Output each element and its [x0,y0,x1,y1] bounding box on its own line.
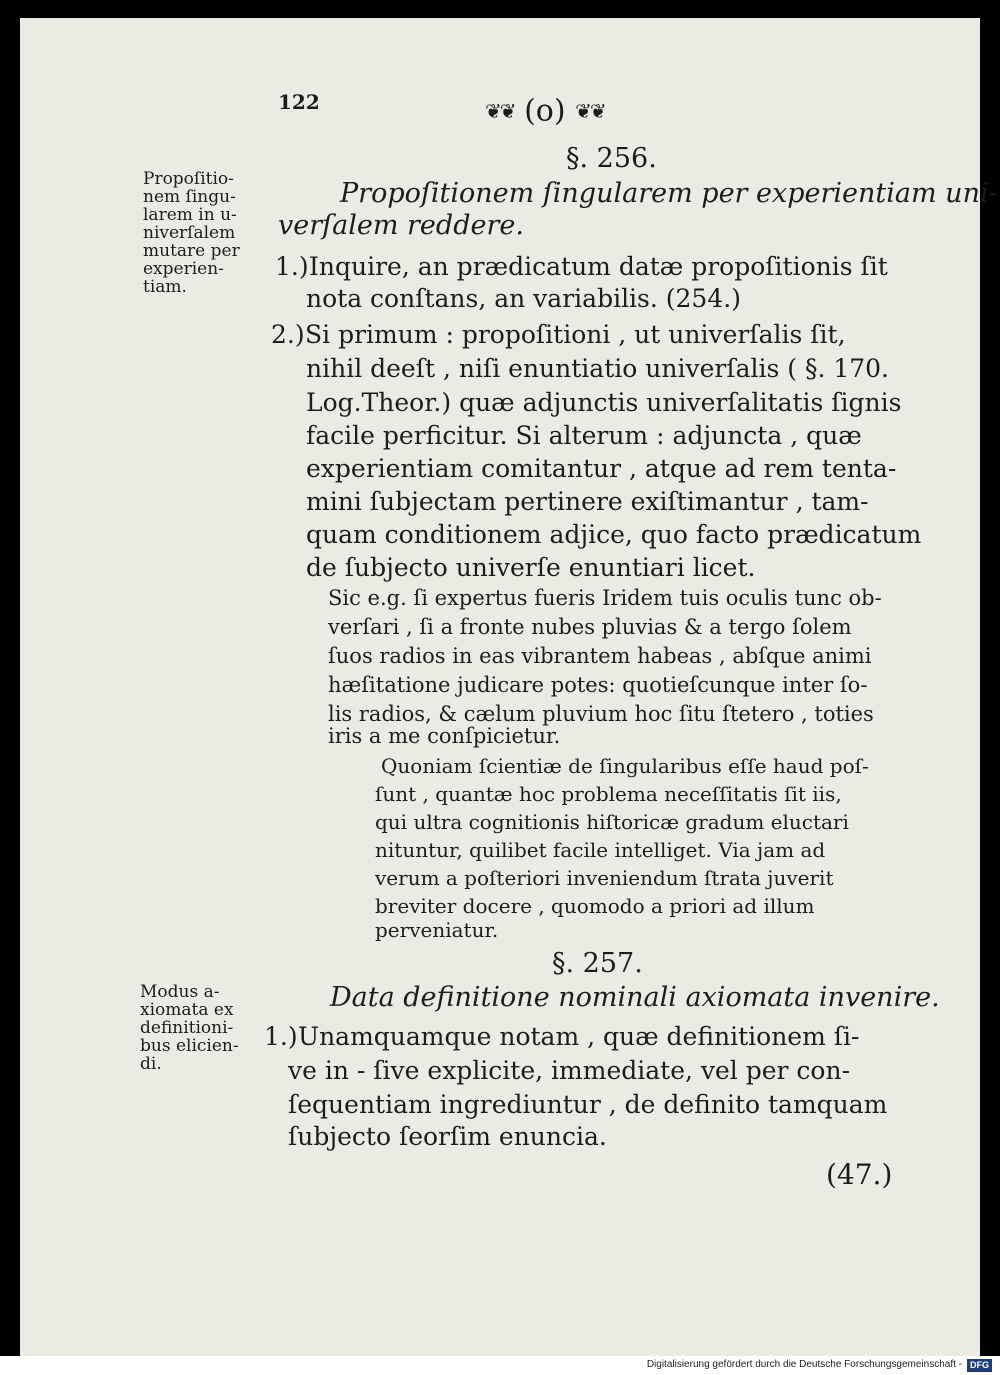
note-line-4: nituntur, quilibet facile intelliget. Via jam ad [375,838,826,862]
item-256-2-line-7: quam conditionem adjice, quo facto prædicatum [306,520,922,549]
item-256-2-line-3: Log.Theor.) quæ adjunctis univerſalitatis ſignis [306,388,902,417]
running-head [485,92,605,129]
item-256-1-line-2: nota conſtans, an variabilis. (254.) [306,284,741,313]
headline-center: (o) [524,93,566,129]
note-line-1: Quoniam ſcientiæ de ſingularibus eſſe haud poſ- [381,754,869,778]
example-line-1: Sic e.g. ſi expertus fueris Iridem tuis oculis tunc ob- [328,586,882,610]
item-number: 1.) [275,252,309,281]
example-line-6: iris a me conſpicietur. [328,724,561,748]
section-heading-256: §. 256. [566,143,657,174]
item-257-1-line-2: ve in - ſive explicite, immediate, vel per con- [288,1056,851,1085]
item-256-1-line-1: 1.)Inquire, an prædicatum datæ propoſitionis ſit [275,252,888,281]
example-line-3: ſuos radios in eas vibrantem habeas , abſque animi [328,644,872,668]
marginal-note-2: Modus a- xiomata ex definitioni- bus elicien- di. [140,982,239,1074]
dfg-logo: DFG [967,1359,992,1372]
item-number: 2.) [271,320,305,349]
ornament-right-icon: ❦❦ [575,99,605,123]
note-line-5: verum a poſteriori inveniendum ſtrata juverit [375,866,834,890]
catchword: (47.) [826,1158,893,1191]
item-256-2-line-2: nihil deeſt , niſi enuntiatio univerſalis ( §. 170. [306,354,889,383]
section-title-256-line-1: Propoſitionem ſingularem per experientiam uni- [340,178,998,209]
item-number: 1.) [264,1022,298,1051]
item-257-1-line-4: ſubjecto ſeorſim enuncia. [288,1122,607,1151]
section-heading-257: §. 257. [552,948,643,979]
section-title-257: Data definitione nominali axiomata invenire. [330,982,940,1013]
item-257-1-line-3: ſequentiam ingrediuntur , de definito tamquam [288,1090,888,1119]
ornament-left-icon: ❦❦ [485,99,515,123]
page-number: 122 [278,90,320,114]
item-257-1-line-1: 1.)Unamquamque notam , quæ definitionem ſi- [264,1022,860,1051]
item-256-2-line-8: de ſubjecto univerſe enuntiari licet. [306,553,756,582]
example-line-5: lis radios, & cælum pluvium hoc ſitu ſtetero , toties [328,702,874,726]
example-line-2: verſari , ſi a fronte nubes pluvias & a tergo ſolem [328,615,852,639]
item-256-2-line-4: facile perficitur. Si alterum : adjuncta , quæ [306,421,862,450]
item-256-2-line-6: mini ſubjectam pertinere exiſtimantur , tam- [306,487,869,516]
item-256-2-line-5: experientiam comitantur , atque ad rem tenta- [306,454,897,483]
note-line-6: breviter docere , quomodo a priori ad illum [375,894,815,918]
marginal-note-1: Propoſitio- nem ſingu- larem in u- niverſalem mutare per experien- tiam. [143,169,240,297]
example-line-4: hæſitatione judicare potes: quotieſcunque inter ſo- [328,673,868,697]
note-line-3: qui ultra cognitionis hiſtoricæ gradum eluctari [375,810,849,834]
footer-credit: Digitalisierung gefördert durch die Deutsche Forschungsgemeinschaft - [646,1359,962,1370]
note-line-7: perveniatur. [375,918,499,942]
item-256-2-line-1: 2.)Si primum : propoſitioni , ut univerſalis ſit, [271,320,846,349]
section-title-256-line-2: verſalem reddere. [278,210,524,241]
note-line-2: ſunt , quantæ hoc problema neceſſitatis ſit iis, [375,782,842,806]
